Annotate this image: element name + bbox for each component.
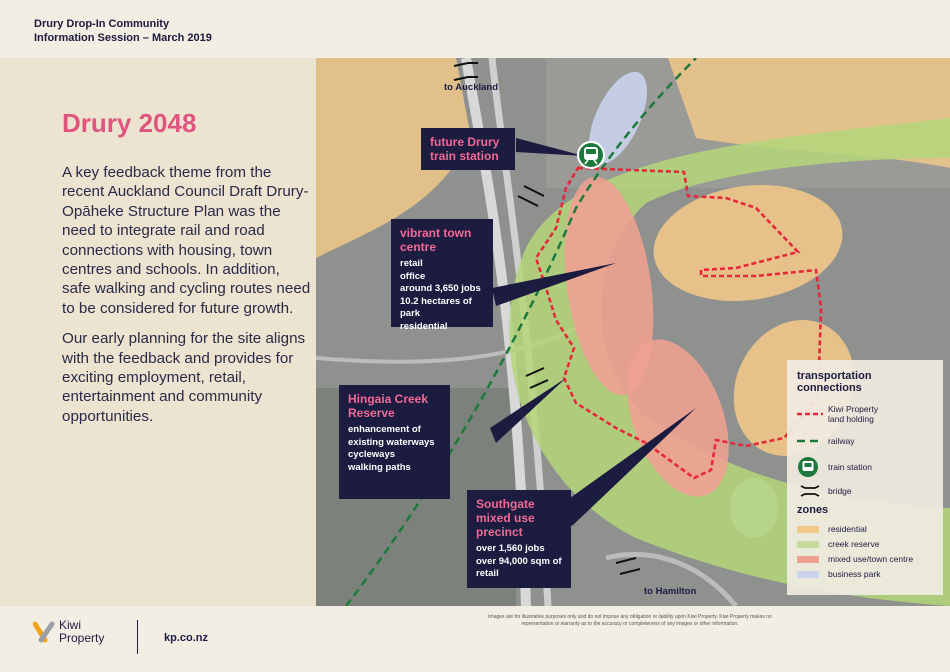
mixed-use-swatch bbox=[797, 556, 819, 563]
callout-southgate bbox=[467, 490, 571, 588]
kiwi-boundary-swatch bbox=[797, 409, 823, 419]
legend-label: train station bbox=[828, 462, 872, 472]
header-line-2: Information Session – March 2019 bbox=[34, 32, 212, 44]
body-text bbox=[62, 163, 312, 437]
callout-line: enhancement of existing waterways bbox=[348, 424, 435, 448]
legend-zone-creek bbox=[797, 539, 880, 549]
legend-item-railway bbox=[797, 436, 854, 446]
callout-line: over 1,560 jobs bbox=[476, 543, 545, 554]
callout-line: retail bbox=[400, 258, 423, 269]
body-paragraph-2: Our early planning for the site aligns with the feedback and provides for exciting employment, retail, entertainment and community opportunities. bbox=[62, 330, 306, 425]
train-station-icon bbox=[578, 142, 604, 168]
legend-label: business park bbox=[828, 569, 881, 579]
legend-transport-heading: transportation connections bbox=[797, 370, 872, 394]
legend-label: Kiwi Property land holding bbox=[828, 404, 879, 424]
business-park-swatch bbox=[797, 571, 819, 578]
callout-title: vibrant town centre bbox=[400, 226, 472, 254]
body-paragraph-1: A key feedback theme from the recent Auckland Council Draft Drury-Opāheke Structure Plan was the need to integrate rail and road connections with housing, town centres and schools. In addition, safe walking and cycling routes need to be considered for future growth. bbox=[62, 164, 311, 317]
callout-line: walking paths bbox=[348, 461, 411, 473]
legend-label: bridge bbox=[828, 486, 852, 496]
kiwi-logo-icon bbox=[33, 621, 55, 643]
bridge-icon bbox=[797, 484, 823, 498]
legend-zone-mixed-use bbox=[797, 554, 913, 564]
legend-item-train bbox=[797, 456, 872, 478]
to-hamilton-label: to Hamilton bbox=[644, 586, 697, 597]
callout-title: Hingaia Creek Reserve bbox=[348, 392, 429, 420]
legend-label: residential bbox=[828, 524, 867, 534]
legend-item-kiwi bbox=[797, 404, 890, 424]
train-station-icon bbox=[797, 456, 823, 478]
legend-label: creek reserve bbox=[828, 539, 880, 549]
callout-line: residential bbox=[400, 320, 448, 332]
disclaimer-text: Images are for illustrative purposes only and do not impose any obligation or liability upon Kiwi Property. Kiwi Property makes no representation or warranty as to the accuracy or completeness of any images or other information. bbox=[488, 614, 772, 627]
callout-line: 10.2 hectares of park bbox=[400, 295, 472, 319]
callout-hingaia-creek bbox=[339, 385, 450, 499]
creek-reserve-swatch bbox=[797, 541, 819, 548]
to-auckland-label: to Auckland bbox=[444, 82, 499, 93]
header-line-1: Drury Drop-In Community bbox=[34, 18, 170, 30]
legend-zone-business bbox=[797, 569, 880, 579]
callout-line: cycleways bbox=[348, 449, 396, 460]
legend-zones-heading: zones bbox=[797, 504, 829, 516]
callout-title: Southgate mixed use precinct bbox=[476, 497, 535, 539]
logo-line-1: Kiwi bbox=[59, 618, 82, 632]
residential-swatch bbox=[797, 526, 819, 533]
railway-swatch bbox=[797, 436, 823, 446]
footer-divider bbox=[137, 620, 138, 654]
callout-line: over 94,000 sqm of retail bbox=[476, 555, 562, 579]
callout-title: future Drury train station bbox=[430, 135, 500, 163]
legend-label: railway bbox=[828, 436, 855, 446]
callout-town-centre bbox=[391, 219, 493, 332]
legend-label: mixed use/town centre bbox=[828, 554, 914, 564]
logo-line-2: Property bbox=[59, 631, 105, 645]
callout-line: around 3,650 jobs bbox=[400, 283, 481, 294]
page-title: Drury 2048 bbox=[62, 108, 197, 138]
legend-item-bridge bbox=[797, 484, 852, 498]
session-header bbox=[34, 17, 212, 45]
callout-line: office bbox=[400, 270, 426, 282]
kiwi-property-logo bbox=[33, 619, 104, 645]
callout-train-station bbox=[421, 128, 515, 170]
website-link[interactable]: kp.co.nz bbox=[164, 632, 209, 644]
map-legend bbox=[787, 360, 943, 595]
legend-zone-residential bbox=[797, 524, 867, 534]
